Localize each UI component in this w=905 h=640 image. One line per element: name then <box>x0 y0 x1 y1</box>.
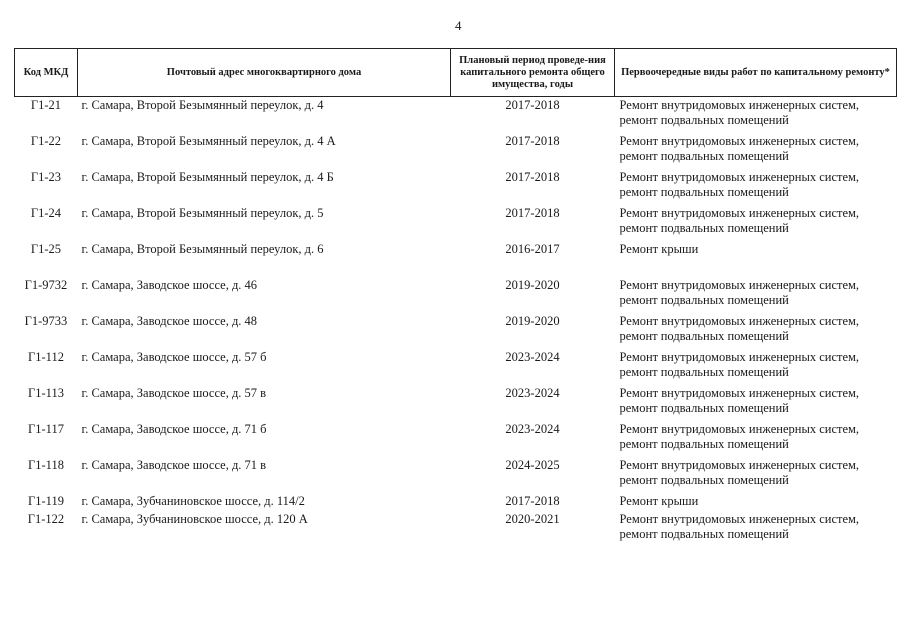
cell-code: Г1-112 <box>28 350 64 364</box>
cell-works: Ремонт внутридомовых инженерных систем, ремонт подвальных помещений <box>619 170 860 199</box>
cell-works: Ремонт внутридомовых инженерных систем, ремонт подвальных помещений <box>619 314 860 343</box>
cell-address: г. Самара, Заводское шоссе, д. 71 в <box>81 458 267 472</box>
cell-period: 2017-2018 <box>505 170 560 184</box>
cell-works: Ремонт внутридомовых инженерных систем, ремонт подвальных помещений <box>619 278 860 307</box>
cell-code: Г1-119 <box>28 494 64 508</box>
cell-address: г. Самара, Зубчаниновское шоссе, д. 120 А <box>81 512 308 526</box>
cell-code: Г1-23 <box>30 170 62 184</box>
table-row <box>15 385 897 421</box>
cell-period: 2017-2018 <box>505 134 560 148</box>
cell-code: Г1-113 <box>28 386 64 400</box>
table-row <box>15 457 897 493</box>
housing-repair-table <box>14 48 897 547</box>
cell-period: 2017-2018 <box>505 98 560 112</box>
table-row <box>15 133 897 169</box>
cell-code: Г1-22 <box>30 134 62 148</box>
cell-code: Г1-21 <box>30 98 62 112</box>
cell-period: 2023-2024 <box>505 422 560 436</box>
cell-code: Г1-9732 <box>24 278 68 292</box>
cell-code: Г1-118 <box>28 458 64 472</box>
table-row <box>15 241 897 277</box>
cell-works: Ремонт внутридомовых инженерных систем, ремонт подвальных помещений <box>619 386 860 415</box>
table-row <box>15 421 897 457</box>
cell-address: г. Самара, Второй Безымянный переулок, д. 4 Б <box>81 170 334 184</box>
header-address: Почтовый адрес многоквартирного дома <box>78 49 451 97</box>
table-row <box>15 97 897 134</box>
cell-code: Г1-122 <box>27 512 65 526</box>
cell-code: Г1-117 <box>28 422 64 436</box>
cell-period: 2023-2024 <box>505 386 560 400</box>
cell-period: 2019-2020 <box>505 314 560 328</box>
cell-works: Ремонт внутридомовых инженерных систем, ремонт подвальных помещений <box>619 206 860 235</box>
cell-address: г. Самара, Заводское шоссе, д. 46 <box>81 278 258 292</box>
table-row <box>15 511 897 547</box>
table-row <box>15 349 897 385</box>
cell-period: 2024-2025 <box>505 458 560 472</box>
cell-works: Ремонт крыши <box>619 494 699 508</box>
cell-works: Ремонт внутридомовых инженерных систем, ремонт подвальных помещений <box>619 458 860 487</box>
table-row <box>15 277 897 313</box>
cell-works: Ремонт внутридомовых инженерных систем, ремонт подвальных помещений <box>619 350 860 379</box>
cell-works: Ремонт внутридомовых инженерных систем, ремонт подвальных помещений <box>619 512 860 541</box>
cell-address: г. Самара, Заводское шоссе, д. 57 в <box>81 386 267 400</box>
cell-period: 2017-2018 <box>505 206 560 220</box>
cell-period: 2020-2021 <box>505 512 560 526</box>
cell-period: 2019-2020 <box>505 278 560 292</box>
cell-address: г. Самара, Второй Безымянный переулок, д. 5 <box>81 206 324 220</box>
table-row <box>15 169 897 205</box>
cell-address: г. Самара, Заводское шоссе, д. 48 <box>81 314 258 328</box>
cell-code: Г1-9733 <box>24 314 68 328</box>
cell-address: г. Самара, Второй Безымянный переулок, д. 6 <box>81 242 324 256</box>
header-code: Код МКД <box>15 49 78 97</box>
cell-works: Ремонт внутридомовых инженерных систем, ремонт подвальных помещений <box>619 422 860 451</box>
header-works: Первоочередные виды работ по капитальному ремонту* <box>615 49 897 97</box>
cell-works: Ремонт внутридомовых инженерных систем, ремонт подвальных помещений <box>619 134 860 163</box>
header-period: Плановый период проведе-ния капитального ремонта общего имущества, годы <box>451 49 615 97</box>
cell-address: г. Самара, Заводское шоссе, д. 57 б <box>81 350 267 364</box>
page-number: 4 <box>455 18 462 33</box>
cell-works: Ремонт внутридомовых инженерных систем, ремонт подвальных помещений <box>619 98 860 127</box>
table-row <box>15 205 897 241</box>
table-row <box>15 493 897 511</box>
cell-works: Ремонт крыши <box>619 242 699 256</box>
cell-code: Г1-24 <box>30 206 62 220</box>
cell-address: г. Самара, Зубчаниновское шоссе, д. 114/2 <box>81 494 305 508</box>
cell-period: 2023-2024 <box>505 350 560 364</box>
cell-period: 2017-2018 <box>505 494 560 508</box>
table-row <box>15 313 897 349</box>
cell-code: Г1-25 <box>30 242 62 256</box>
cell-period: 2016-2017 <box>505 242 560 256</box>
cell-address: г. Самара, Второй Безымянный переулок, д. 4 <box>81 98 324 112</box>
cell-address: г. Самара, Заводское шоссе, д. 71 б <box>81 422 267 436</box>
table-header <box>15 49 897 97</box>
cell-address: г. Самара, Второй Безымянный переулок, д. 4 А <box>81 134 336 148</box>
